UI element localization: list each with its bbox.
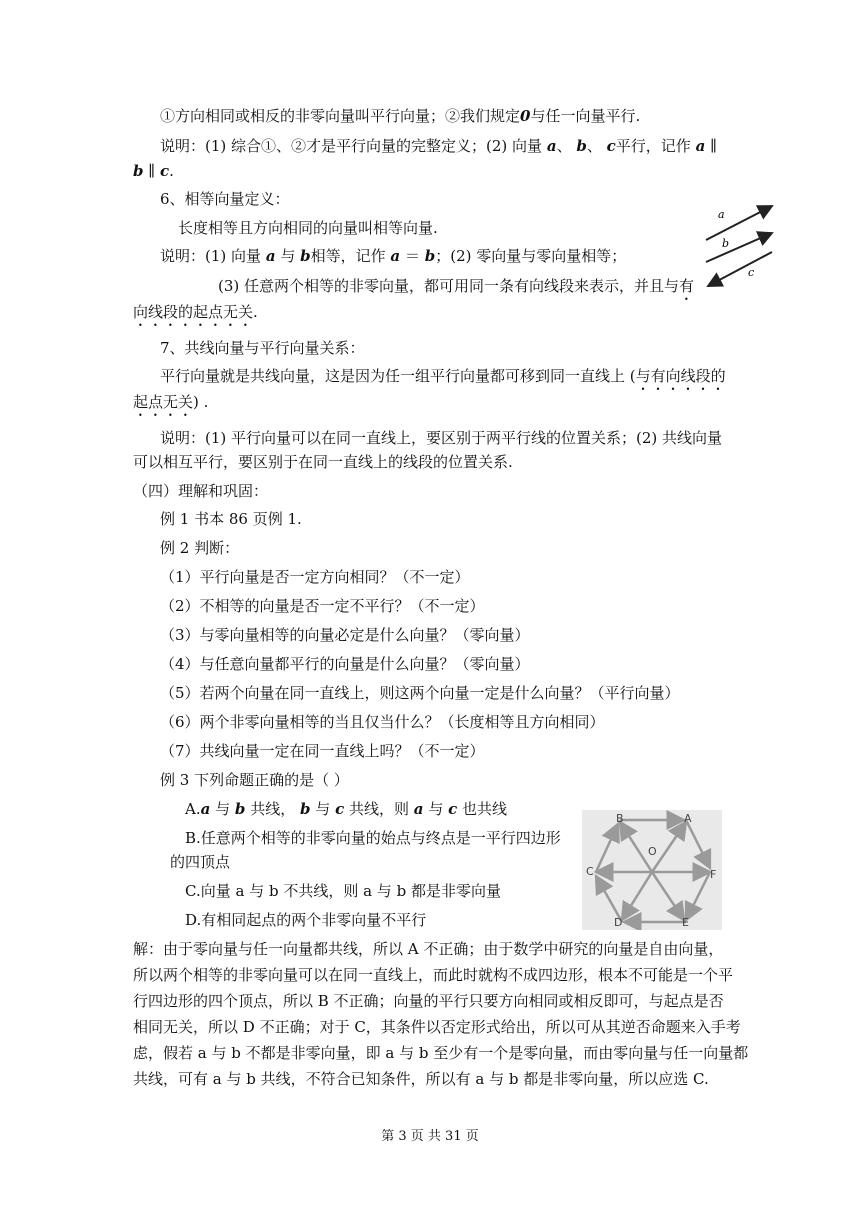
section-4-title: （四）理解和巩固： xyxy=(133,482,269,500)
parallel-vectors-figure xyxy=(700,200,780,292)
label-c: c xyxy=(748,266,755,279)
example-2: 例 2 判断： xyxy=(160,539,240,557)
option-d: D.有相同起点的两个非零向量不平行 xyxy=(185,911,427,929)
question-3: （3）与零向量相等的向量必定是什么向量？（零向量） xyxy=(160,626,530,644)
vertex-c-label: C xyxy=(586,865,594,878)
option-b-line-1: B.任意两个相等的非零向量的始点与终点是一平行四边形 xyxy=(185,829,561,847)
label-b: b xyxy=(722,237,730,250)
section-7-line-1: 平行向量就是共线向量，这是因为任一组平行向量都可移到同一直线上 (与有向线段的 xyxy=(160,367,726,385)
question-4: （4）与任意向量都平行的向量是什么向量？（零向量） xyxy=(160,655,530,673)
question-1: （1）平行向量是否一定方向相同？（不一定） xyxy=(160,568,470,586)
option-b-line-2: 的四顶点 xyxy=(170,853,231,871)
section-6-title: 6、相等向量定义： xyxy=(160,190,290,208)
para-line-3: b ∥ c. xyxy=(133,162,174,180)
section-7-note-1: 说明：(1) 平行向量可以在同一直线上，要区别于两平行线的位置关系；(2) 共线向量 xyxy=(160,429,723,447)
solution-line-6: 共线，可有 a 与 b 共线，不符合已知条件，所以有 a 与 b 都是非零向量，所以应选 C. xyxy=(133,1070,709,1088)
solution-line-3: 行四边形的四个顶点，所以 B 不正确；向量的平行只要方向相同或相反即可，与起点是否 xyxy=(133,992,724,1010)
vertex-a-label: A xyxy=(684,812,692,825)
vertex-b-label: B xyxy=(616,812,624,825)
solution-line-1: 解：由于零向量与任一向量都共线，所以 A 不正确；由于数学中研究的向量是自由向量， xyxy=(133,940,724,958)
option-c: C.向量 a 与 b 不共线，则 a 与 b 都是非零向量 xyxy=(185,882,501,900)
center-o-label: O xyxy=(648,845,657,858)
question-7: （7）共线向量一定在同一直线上吗？（不一定） xyxy=(160,742,485,760)
vertex-d-label: D xyxy=(614,916,623,929)
section-7-note-2: 可以相互平行，要区别于在同一直线上的线段的位置关系. xyxy=(133,453,513,471)
para-line-2: 说明：(1) 综合①、②才是平行向量的完整定义；(2) 向量 a、 b、 c平行，记作 a ∥ xyxy=(160,137,718,155)
para-line-1: ①方向相同或相反的非零向量叫平行向量；②我们规定0与任一向量平行. xyxy=(160,107,641,125)
question-2: （2）不相等的向量是否一定不平行？（不一定） xyxy=(160,597,485,615)
example-1: 例 1 书本 86 页例 1. xyxy=(160,510,302,528)
question-6: （6）两个非零向量相等的当且仅当什么？（长度相等且方向相同） xyxy=(160,713,605,731)
label-a: a xyxy=(718,208,725,221)
question-5: （5）若两个向量在同一直线上，则这两个向量一定是什么向量？（平行向量） xyxy=(160,684,680,702)
vertex-e-label: E xyxy=(682,916,689,929)
vertex-f-label: F xyxy=(710,868,717,881)
hexagon-figure xyxy=(582,810,722,930)
section-6-definition: 长度相等且方向相同的向量叫相等向量. xyxy=(178,219,438,237)
option-a: A.a 与 b 共线， b 与 c 共线，则 a 与 c 也共线 xyxy=(185,800,508,818)
example-3: 例 3 下列命题正确的是（ ） xyxy=(160,771,349,789)
zero-vector-symbol: 0 xyxy=(520,107,531,125)
page-footer: 第 3 页 共 31 页 xyxy=(381,1129,479,1144)
section-6-note-3: 向线段的起点无关. xyxy=(133,303,258,321)
section-7-line-2: 起点无关) . xyxy=(133,393,209,411)
vector-a-arrow xyxy=(706,206,772,240)
solution-line-2: 所以两个相等的非零向量可以在同一直线上，而此时就构不成四边形，根本不可能是一个平 xyxy=(133,966,734,984)
section-6-note-2: (3) 任意两个相等的非零向量，都可用同一条有向线段来表示，并且与有 xyxy=(218,277,695,295)
solution-line-5: 虑，假若 a 与 b 不都是非零向量，即 a 与 b 至少有一个是零向量，而由零向量与任一向量都 xyxy=(133,1044,749,1062)
solution-line-4: 相同无关，所以 D 不正确；对于 C，其条件以否定形式给出，所以可从其逆否命题来入手考 xyxy=(133,1018,741,1036)
section-7-title: 7、共线向量与平行向量关系： xyxy=(160,339,365,357)
section-6-note-1: 说明：(1) 向量 a 与 b相等，记作 a ＝ b；(2) 零向量与零向量相等； xyxy=(160,247,627,265)
